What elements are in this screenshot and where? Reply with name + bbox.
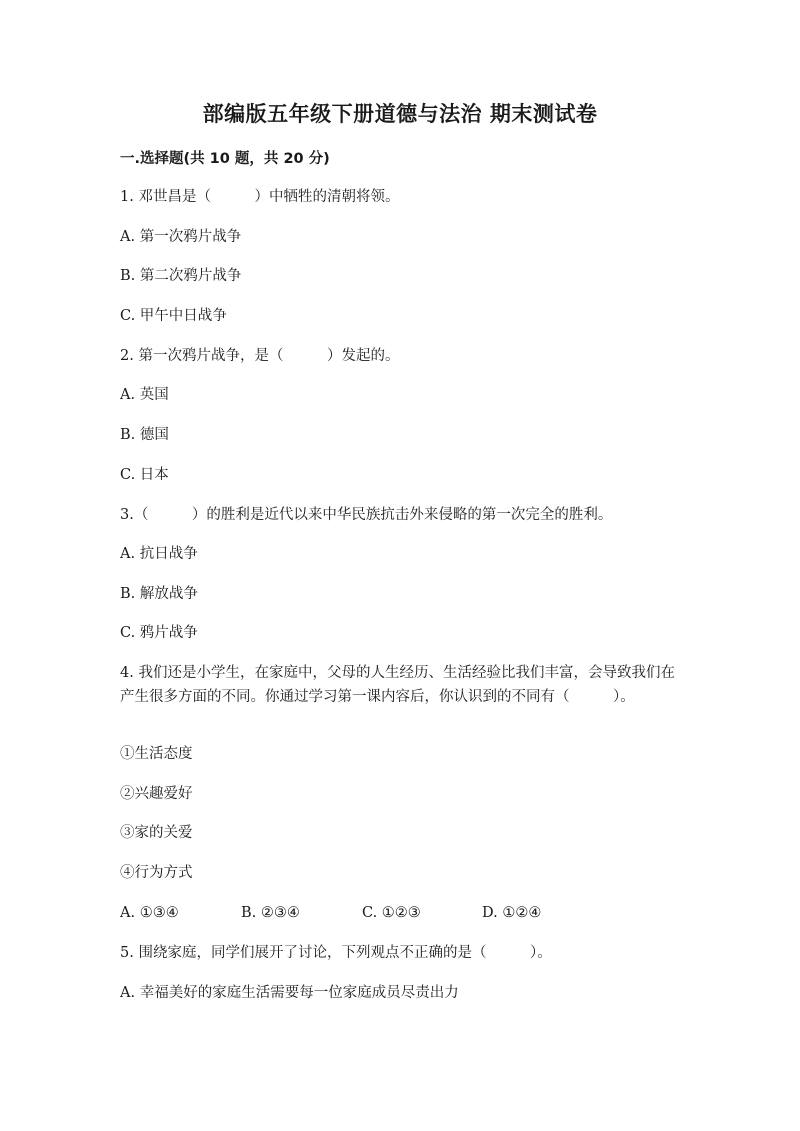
question-4-option-a[interactable]: A. ①③④ — [120, 905, 179, 921]
question-2-option-a[interactable]: A. 英国 — [120, 387, 169, 403]
question-4-item-2: ②兴趣爱好 — [120, 786, 193, 802]
section-heading: 一.选择题(共 10 题，共 20 分) — [120, 151, 330, 167]
question-4-option-b[interactable]: B. ②③④ — [241, 905, 300, 921]
question-5-option-a[interactable]: A. 幸福美好的家庭生活需要每一位家庭成员尽责出力 — [120, 985, 459, 1001]
question-2-option-b[interactable]: B. 德国 — [120, 427, 169, 443]
question-3-stem: 3.（ ）的胜利是近代以来中华民族抗击外来侵略的第一次完全的胜利。 — [120, 507, 613, 523]
question-4-option-c[interactable]: C. ①②③ — [362, 905, 421, 921]
question-4-stem: 4. 我们还是小学生，在家庭中，父母的人生经历、生活经验比我们丰富，会导致我们在产生很多方面的不同。你通过学习第一课内容后，你认识到的不同有（ ）。 — [120, 665, 675, 705]
question-3-option-a[interactable]: A. 抗日战争 — [120, 546, 198, 562]
question-4-option-d[interactable]: D. ①②④ — [482, 905, 542, 921]
page-title: 部编版五年级下册道德与法治 期末测试卷 — [202, 102, 598, 126]
question-4-item-3: ③家的关爱 — [120, 825, 193, 841]
question-2-stem: 2. 第一次鸦片战争，是（ ）发起的。 — [120, 348, 400, 364]
question-1-stem: 1. 邓世昌是（ ）中牺牲的清朝将领。 — [120, 189, 400, 205]
question-3-option-c[interactable]: C. 鸦片战争 — [120, 625, 198, 641]
question-1-option-a[interactable]: A. 第一次鸦片战争 — [120, 229, 242, 245]
question-5-stem: 5. 围绕家庭，同学们展开了讨论，下列观点不正确的是（ ）。 — [120, 945, 552, 961]
question-3-option-b[interactable]: B. 解放战争 — [120, 586, 198, 602]
question-1-option-b[interactable]: B. 第二次鸦片战争 — [120, 268, 242, 284]
question-4-item-1: ①生活态度 — [120, 746, 193, 762]
question-2-option-c[interactable]: C. 日本 — [120, 467, 169, 483]
question-4-item-4: ④行为方式 — [120, 865, 193, 881]
question-1-option-c[interactable]: C. 甲午中日战争 — [120, 308, 227, 324]
